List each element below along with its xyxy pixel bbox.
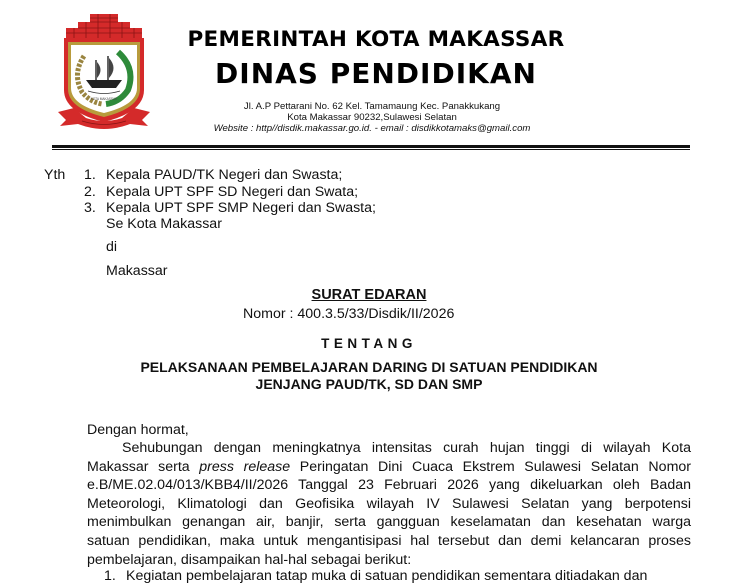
recipient-scope: Se Kota Makassar (106, 216, 222, 232)
point-item (104, 568, 647, 584)
letterhead-rule-thin (52, 149, 690, 150)
subject-line-1: PELAKSANAAN PEMBELAJARAN DARING DI SATUAN PENDIDIKAN (140, 359, 598, 375)
letterhead-rule-thick (52, 145, 690, 148)
recipient-number: 3. (84, 200, 96, 216)
recipient-item (84, 184, 358, 200)
recipient-item (84, 167, 342, 183)
address-line-1: Jl. A.P Pettarani No. 62 Kel. Tamamaung Kec. Panakkukang (243, 101, 501, 112)
point-text: Kegiatan pembelajaran tatap muka di satuan pendidikan sementara ditiadakan dan (126, 568, 648, 584)
recipient-location: Makassar (106, 263, 168, 279)
subject-line-2: JENJANG PAUD/TK, SD DAN SMP (255, 376, 483, 392)
letter-number: Nomor : 400.3.5/33/Disdik/II/2026 (243, 306, 455, 322)
address-line-2: Kota Makassar 90232,Sulawesi Selatan (287, 112, 457, 123)
body-italic-text: press release (199, 458, 291, 475)
body-text: Peringatan Dini Cuaca Ekstrem Sulawesi Selatan Nomor (290, 458, 691, 475)
point-number: 1. (104, 568, 116, 584)
salutation: Dengan hormat, (87, 422, 189, 438)
body-text: Makassar serta (87, 458, 200, 475)
body-line: e.B/ME.02.04/013/KBB4/II/2026 Tanggal 23 Februari 2026 yang dikeluarkan oleh Badan (87, 477, 691, 494)
agency-title: DINAS PENDIDIKAN (215, 57, 537, 90)
recipient-text: Kepala PAUD/TK Negeri dan Swasta; (106, 167, 343, 183)
about-label: TENTANG (321, 336, 417, 351)
recipient-at-label: di (106, 239, 118, 255)
city-logo (56, 8, 152, 134)
body-line (87, 458, 691, 477)
svg-text:KOTA MAKASSAR: KOTA MAKASSAR (90, 97, 118, 101)
contact-line: Website : http//disdik.makassar.go.id. - email : disdikkotamaks@gmail.com (213, 123, 531, 134)
recipient-text: Kepala UPT SPF SD Negeri dan Swata; (106, 184, 359, 200)
recipient-item (84, 200, 376, 216)
body-line: pembelajaran, disampaikan hal-hal sebagai berikut: (87, 551, 412, 568)
recipient-text: Kepala UPT SPF SMP Negeri dan Swasta; (106, 200, 376, 216)
letter-type-title: SURAT EDARAN (311, 287, 427, 303)
government-title: PEMERINTAH KOTA MAKASSAR (187, 27, 565, 52)
body-line: satuan pendidikan, maka untuk mengantisipasi hal tersebut dan demi kelancaran proses (87, 532, 691, 549)
body-line: menimbulkan genangan air, banjir, serta gangguan keselamatan dan kesehatan warga (87, 514, 691, 531)
recipient-prefix: Yth (44, 167, 66, 183)
recipient-number: 1. (84, 167, 96, 183)
body-paragraph (87, 439, 691, 569)
body-line: Sehubungan dengan meningkatnya intensitas curah hujan tinggi di wilayah Kota (122, 440, 691, 456)
coat-of-arms-icon (56, 8, 152, 134)
body-line: Meteorologi, Klimatologi dan Geofisika wilayah IV Sulawesi Selatan yang berpotensi (87, 495, 691, 512)
recipient-number: 2. (84, 184, 96, 200)
